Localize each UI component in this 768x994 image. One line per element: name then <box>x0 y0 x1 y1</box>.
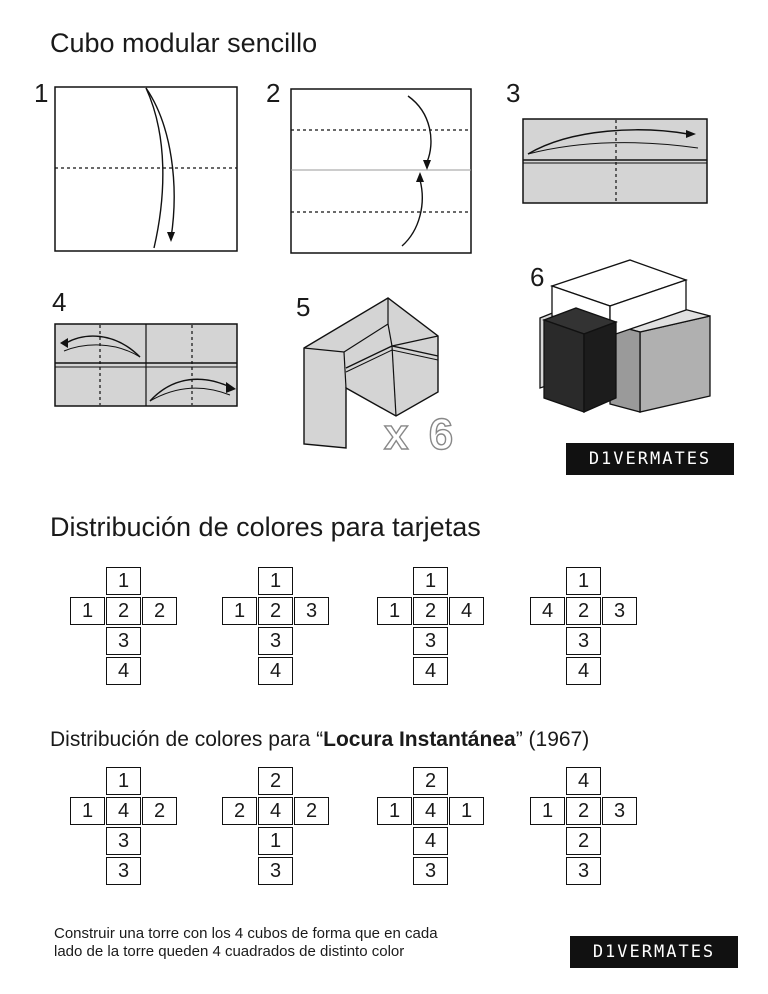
step-2-number: 2 <box>266 78 281 108</box>
net-cell-below: 3 <box>106 827 141 855</box>
net-cell-top: 1 <box>258 567 293 595</box>
instruction-line-2: lado de la torre queden 4 cuadrados de distinto color <box>54 943 405 960</box>
page-title: Cubo modular sencillo <box>50 28 318 58</box>
standard-net-1 <box>70 567 181 687</box>
net-cell-center: 2 <box>258 597 293 625</box>
net-cell-right: 2 <box>142 797 177 825</box>
section2-title-prefix: Distribución de colores para “ <box>50 728 324 751</box>
step-4-diagram <box>54 323 238 407</box>
net-cell-below: 2 <box>566 827 601 855</box>
divermates-logo-top: D1VERMATES <box>566 443 734 475</box>
net-cell-center: 2 <box>566 597 601 625</box>
step-3-diagram <box>522 118 708 204</box>
net-cell-left: 1 <box>530 797 565 825</box>
locura-net-4 <box>530 767 641 887</box>
net-cell-below: 3 <box>106 627 141 655</box>
net-cell-top: 1 <box>413 567 448 595</box>
section2-title-bold: Locura Instantánea <box>323 728 516 751</box>
net-cell-right: 2 <box>142 597 177 625</box>
net-cell-right: 4 <box>449 597 484 625</box>
net-cell-center: 4 <box>258 797 293 825</box>
net-cell-left: 1 <box>377 597 412 625</box>
net-cell-below: 1 <box>258 827 293 855</box>
net-cell-left: 4 <box>530 597 565 625</box>
step-1-number: 1 <box>34 78 49 108</box>
step-3-number: 3 <box>506 78 521 108</box>
standard-net-3 <box>377 567 488 687</box>
net-cell-below: 4 <box>413 827 448 855</box>
net-cell-center: 2 <box>106 597 141 625</box>
net-cell-center: 4 <box>106 797 141 825</box>
net-cell-below: 3 <box>413 627 448 655</box>
net-cell-right: 1 <box>449 797 484 825</box>
net-cell-left: 1 <box>70 797 105 825</box>
net-cell-right: 3 <box>294 597 329 625</box>
step-6-number: 6 <box>530 262 545 292</box>
net-cell-center: 4 <box>413 797 448 825</box>
instruction-line-1: Construir una torre con los 4 cubos de forma que en cada <box>54 925 438 942</box>
net-cell-left: 1 <box>70 597 105 625</box>
step-1-diagram <box>54 86 238 252</box>
step-5-number: 5 <box>296 292 311 322</box>
net-cell-right: 3 <box>602 597 637 625</box>
net-cell-top: 1 <box>106 767 141 795</box>
net-cell-bottom: 3 <box>413 857 448 885</box>
net-cell-bottom: 4 <box>413 657 448 685</box>
step-4-number: 4 <box>52 287 67 317</box>
net-cell-center: 2 <box>566 797 601 825</box>
locura-net-1 <box>70 767 181 887</box>
step-2-diagram <box>290 88 472 254</box>
net-cell-bottom: 4 <box>566 657 601 685</box>
section2-title-suffix: ” (1967) <box>515 728 590 751</box>
standard-net-2 <box>222 567 333 687</box>
net-cell-below: 3 <box>258 627 293 655</box>
locura-net-3 <box>377 767 488 887</box>
net-cell-bottom: 4 <box>106 657 141 685</box>
net-cell-right: 2 <box>294 797 329 825</box>
net-cell-bottom: 4 <box>258 657 293 685</box>
net-cell-top: 4 <box>566 767 601 795</box>
standard-net-4 <box>530 567 641 687</box>
net-cell-top: 1 <box>566 567 601 595</box>
net-cell-right: 3 <box>602 797 637 825</box>
section2-title <box>50 728 589 752</box>
net-cell-below: 3 <box>566 627 601 655</box>
net-cell-top: 2 <box>258 767 293 795</box>
net-cell-bottom: 3 <box>566 857 601 885</box>
net-cell-left: 1 <box>377 797 412 825</box>
section1-title: Distribución de colores para tarjetas <box>50 512 481 542</box>
net-cell-left: 2 <box>222 797 257 825</box>
net-cell-bottom: 3 <box>106 857 141 885</box>
locura-net-2 <box>222 767 333 887</box>
net-cell-center: 2 <box>413 597 448 625</box>
multiplier-label: x 6 <box>384 410 458 459</box>
net-cell-top: 1 <box>106 567 141 595</box>
net-cell-left: 1 <box>222 597 257 625</box>
step-6-diagram <box>540 258 714 416</box>
divermates-logo-bottom: D1VERMATES <box>570 936 738 968</box>
net-cell-bottom: 3 <box>258 857 293 885</box>
net-cell-top: 2 <box>413 767 448 795</box>
instruction-note <box>54 925 438 961</box>
